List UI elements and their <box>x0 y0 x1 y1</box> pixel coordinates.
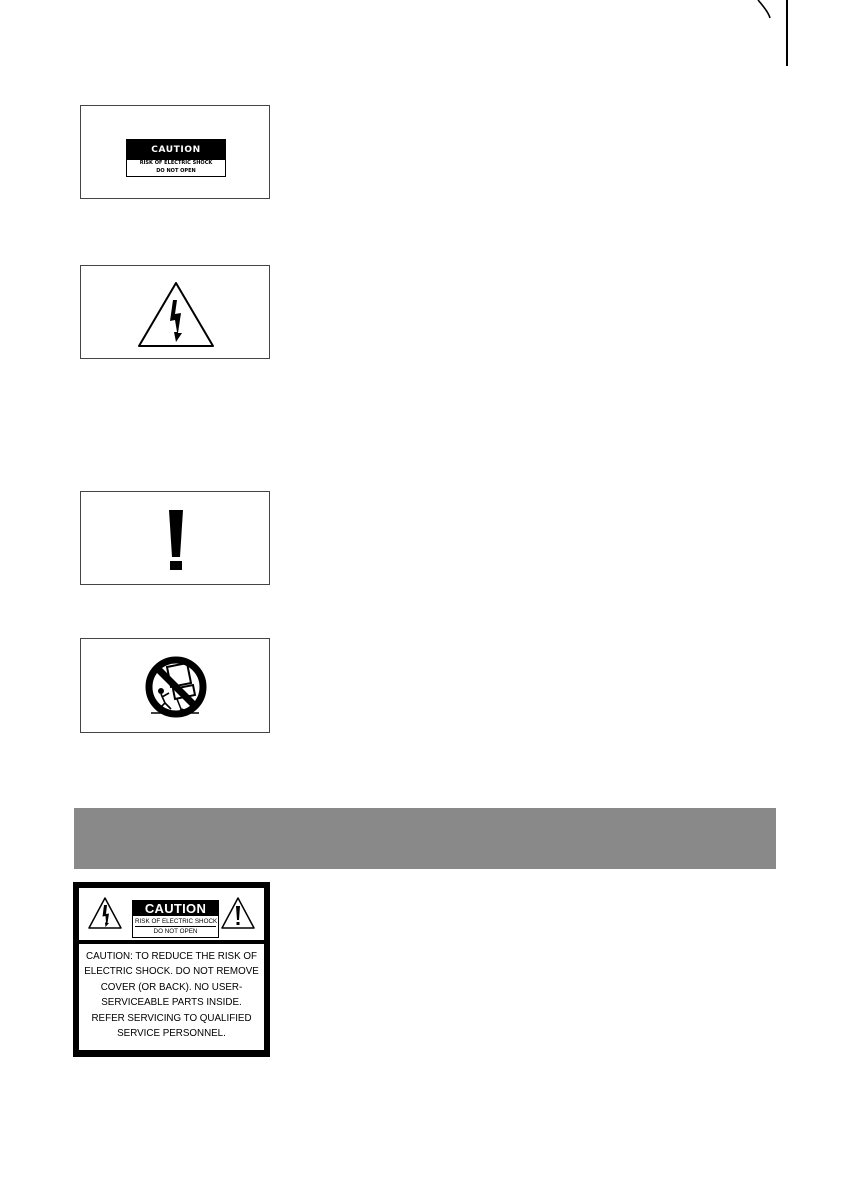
section-header-band <box>74 808 776 869</box>
warning-caution-title: CAUTION <box>133 901 218 916</box>
warning-label-top-panel <box>79 888 264 940</box>
warning-text-line: SERVICE PERSONNEL. <box>117 1028 226 1040</box>
caution-label-line-1: RISK OF ELECTRIC SHOCK <box>139 160 213 166</box>
warning-text-line: COVER (OR BACK). NO USER- <box>100 981 243 993</box>
warning-text-line: CAUTION: TO REDUCE THE RISK OF <box>86 951 257 962</box>
exclamation-mark-icon <box>81 492 271 586</box>
corner-crop-mark <box>756 0 796 66</box>
lightning-symbol-box <box>80 265 270 359</box>
cart-warning-symbol-box <box>80 638 270 733</box>
warning-text-line: REFER SERVICING TO QUALIFIED <box>91 1012 252 1024</box>
no-cart-tipover-icon <box>81 639 271 734</box>
warning-text-line: SERVICEABLE PARTS INSIDE. <box>101 997 242 1009</box>
warning-text-line: ELECTRIC SHOCK. DO NOT REMOVE <box>84 966 259 978</box>
caution-label-symbol-box <box>80 105 270 199</box>
exclamation-triangle-icon <box>222 898 254 928</box>
caution-warning-label <box>73 882 270 1057</box>
warning-label-text-panel <box>79 944 264 1050</box>
warning-caution-line-2: DO NOT OPEN <box>153 928 198 935</box>
caution-label-line-2: DO NOT OPEN <box>156 167 196 174</box>
warning-caution-line-1: RISK OF ELECTRIC SHOCK <box>135 918 218 925</box>
lightning-triangle-icon <box>81 266 271 360</box>
caution-label-title: CAUTION <box>127 140 225 160</box>
lightning-triangle-icon <box>89 898 121 928</box>
exclamation-symbol-box <box>80 491 270 585</box>
warning-text <box>79 949 264 1041</box>
caution-label-icon <box>126 139 226 177</box>
warning-caution-box <box>132 900 219 938</box>
